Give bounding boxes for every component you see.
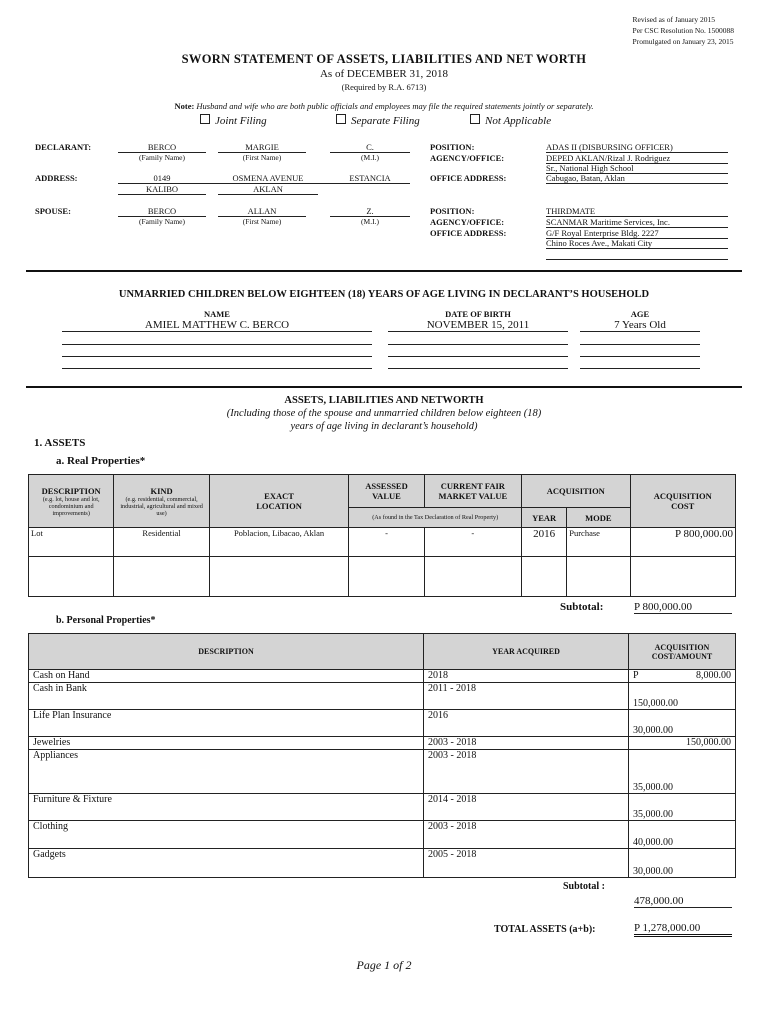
child-name: AMIEL MATTHEW C. BERCO	[62, 319, 372, 332]
declarant-agency-2: Sr., National High School	[546, 163, 728, 174]
declarant-label: DECLARANT:	[35, 142, 92, 152]
document-title: SWORN STATEMENT OF ASSETS, LIABILITIES AND NET WORTH	[181, 52, 587, 66]
spouse-family-name: BERCO	[118, 206, 206, 217]
real-properties-heading: a. Real Properties*	[56, 455, 146, 467]
table-row: Life Plan Insurance 2016 30,000.00	[29, 710, 736, 737]
assets-heading: 1. ASSETS	[34, 437, 86, 449]
checkbox-icon	[336, 114, 346, 124]
spouse-mi: Z.	[330, 206, 410, 217]
col-acquisition-cost: ACQUISITION COST	[630, 475, 736, 528]
joint-filing-checkbox[interactable]: Joint Filing	[200, 114, 267, 127]
personal-properties-table: DESCRIPTION YEAR ACQUIRED ACQUISITION COST/AMOUNT Cash on Hand 2018 P 8,000.00 Cash in Bank 2011 - 2018 150,000.00 Life Plan Insurance 2016 30,000.00 Jewelries 2003 - 2018 150,000.00 Appliances 2003 - 2018 35,000.00 Furniture & Fixture 2014 - 2018 35,000.00 Clothing 2003 - 2018 40,000.00 Gadgets 2005 - 2018 30,000.00	[28, 633, 736, 878]
spouse-office-address-1: G/F Royal Enterprise Bldg. 2227	[546, 228, 728, 239]
real-properties-table: DESCRIPTION (e.g. lot, house and lot, condominium and improvements) KIND (e.g. residential, commercial, industrial, agricultural and mixed use) EXACT LOCATION ASSESSED VALUE CURRENT FAIR MARKET VALUE ACQUISITION ACQUISITION COST (As found in the Tax Declaration of Real Property) YEAR MODE Lot Residential Poblacion, Libacao, Aklan - - 2016 Purchase P 800,000.00	[28, 474, 736, 597]
revision-note: Revised as of January 2015 Per CSC Resolution No. 1500088 Promulgated on January 23, 2015	[632, 15, 734, 46]
address-label: ADDRESS:	[35, 173, 78, 183]
not-applicable-checkbox[interactable]: Not Applicable	[470, 114, 551, 127]
col-acquisition: ACQUISITION	[522, 475, 630, 508]
total-assets: P 1,278,000.00	[634, 922, 732, 937]
alnw-heading: ASSETS, LIABILITIES AND NETWORTH	[284, 395, 484, 406]
child-age: 7 Years Old	[580, 319, 700, 332]
address-province: AKLAN	[218, 184, 318, 195]
personal-properties-heading: b. Personal Properties*	[56, 615, 156, 626]
spouse-label: SPOUSE:	[35, 206, 71, 216]
col-assessed: ASSESSED VALUE	[349, 475, 424, 508]
filing-note: Note: Husband and wife who are both public officials and employees may file the required statements jointly or separately.	[174, 101, 594, 111]
declarant-mi: C.	[330, 142, 410, 153]
spouse-position: THIRDMATE	[546, 206, 728, 217]
children-heading: UNMARRIED CHILDREN BELOW EIGHTEEN (18) YEARS OF AGE LIVING IN DECLARANT’S HOUSEHOLD	[118, 289, 650, 300]
table-row: Cash in Bank 2011 - 2018 150,000.00	[29, 683, 736, 710]
address-street: OSMENA AVENUE	[232, 173, 304, 183]
required-by: (Required by R.A. 6713)	[341, 82, 427, 92]
address-city: KALIBO	[118, 184, 206, 195]
col-location: EXACT LOCATION	[209, 475, 349, 528]
checkbox-icon	[470, 114, 480, 124]
page-number: Page 1 of 2	[356, 958, 412, 972]
declarant-office-address: Cabugao, Batan, Aklan	[546, 173, 728, 184]
spouse-agency: SCANMAR Maritime Services, Inc.	[546, 217, 728, 228]
personal-subtotal: 478,000.00	[634, 895, 732, 908]
spouse-office-address-2: Chino Roces Ave., Makati City	[546, 238, 728, 249]
col-kind: KIND (e.g. residential, commercial, industrial, agricultural and mixed use)	[114, 475, 209, 528]
declarant-agency-1: DEPED AKLAN/Rizal J. Rodriguez	[546, 153, 728, 164]
real-subtotal: P 800,000.00	[634, 601, 732, 614]
table-row: Cash on Hand 2018 P 8,000.00	[29, 670, 736, 683]
table-row: Lot Residential Poblacion, Libacao, Aklan - - 2016 Purchase P 800,000.00	[29, 528, 736, 557]
table-row: Jewelries 2003 - 2018 150,000.00	[29, 737, 736, 750]
declarant-first-name: MARGIE	[218, 142, 306, 153]
child-dob: NOVEMBER 15, 2011	[388, 319, 568, 332]
spouse-first-name: ALLAN	[218, 206, 306, 217]
declarant-position: ADAS II (DISBURSING OFFICER)	[546, 142, 728, 153]
separate-filing-checkbox[interactable]: Separate Filing	[336, 114, 420, 127]
as-of-date: As of DECEMBER 31, 2018	[319, 68, 449, 80]
table-row: Appliances 2003 - 2018 35,000.00	[29, 750, 736, 794]
checkbox-icon	[200, 114, 210, 124]
table-row: Clothing 2003 - 2018 40,000.00	[29, 821, 736, 849]
col-fair-value: CURRENT FAIR MARKET VALUE	[424, 475, 521, 508]
address-number: 0149	[153, 173, 171, 183]
col-description: DESCRIPTION (e.g. lot, house and lot, condominium and improvements)	[29, 475, 114, 528]
address-barangay: ESTANCIA	[349, 173, 391, 183]
table-row: Gadgets 2005 - 2018 30,000.00	[29, 849, 736, 878]
table-row: Furniture & Fixture 2014 - 2018 35,000.00	[29, 794, 736, 821]
declarant-family-name: BERCO	[118, 142, 206, 153]
